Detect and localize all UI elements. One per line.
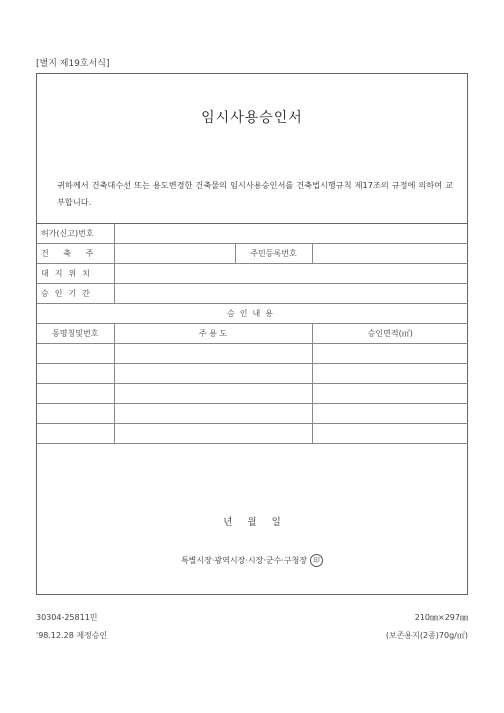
column-building-name: 동명칭및번호 (37, 324, 114, 344)
seal-mark: 印 (310, 554, 323, 567)
table-row (37, 404, 468, 424)
owner-label: 건 축 주 (37, 244, 114, 264)
site-location-value (114, 264, 468, 284)
table-cell (114, 344, 312, 364)
owner-row (37, 244, 468, 264)
issue-date-line: 년 월 일 (223, 517, 281, 528)
column-approved-area: 승인면적(㎡) (312, 324, 468, 344)
approval-section-header (37, 304, 468, 324)
table-cell (37, 344, 114, 364)
paper-type: (보존용지(2종)70g/㎡) (385, 631, 468, 640)
resident-number-label: 주민등록번호 (235, 244, 312, 264)
approval-section-title: 승인내용 (37, 304, 468, 324)
table-row (37, 344, 468, 364)
table-cell (114, 404, 312, 424)
approval-period-label: 승인기간 (37, 284, 114, 304)
issuer-title: 특별시장·광역시장·시장·군수·구청장 (180, 556, 308, 565)
table-cell (114, 384, 312, 404)
site-location-label: 대지위치 (37, 264, 114, 284)
table-cell (37, 364, 114, 384)
form-code: 30304-25811민 (36, 613, 98, 622)
table-row (37, 364, 468, 384)
table-cell (312, 424, 468, 444)
column-main-use: 주 용 도 (114, 324, 312, 344)
approval-note: '98.12.28 제정승인 (36, 631, 108, 640)
certificate-table (37, 223, 468, 444)
approval-period-row (37, 284, 468, 304)
resident-number-value (312, 244, 468, 264)
owner-value (114, 244, 235, 264)
certificate-frame (36, 73, 468, 595)
document-title: 임시사용승인서 (201, 110, 303, 126)
approval-period-value (114, 284, 468, 304)
table-cell (114, 424, 312, 444)
issuer-line (37, 554, 467, 567)
table-row (37, 424, 468, 444)
table-cell (37, 384, 114, 404)
table-cell (312, 344, 468, 364)
form-number-label: [별지 제19호서식] (36, 59, 110, 69)
permit-number-row (37, 224, 468, 244)
permit-number-value (114, 224, 468, 244)
table-cell (312, 384, 468, 404)
table-cell (114, 364, 312, 384)
permit-number-label: 허가(신고)번호 (37, 224, 114, 244)
approval-column-header (37, 324, 468, 344)
table-cell (312, 404, 468, 424)
table-cell (37, 404, 114, 424)
paper-size: 210㎜×297㎜ (414, 613, 468, 622)
intro-paragraph: 귀하께서 건축대수선 또는 용도변경한 건축물의 임시사용승인서를 건축법시행규칙 제17조의 규정에 의하여 교부합니다. (57, 180, 453, 207)
site-location-row (37, 264, 468, 284)
table-cell (37, 424, 114, 444)
table-row (37, 384, 468, 404)
table-cell (312, 364, 468, 384)
